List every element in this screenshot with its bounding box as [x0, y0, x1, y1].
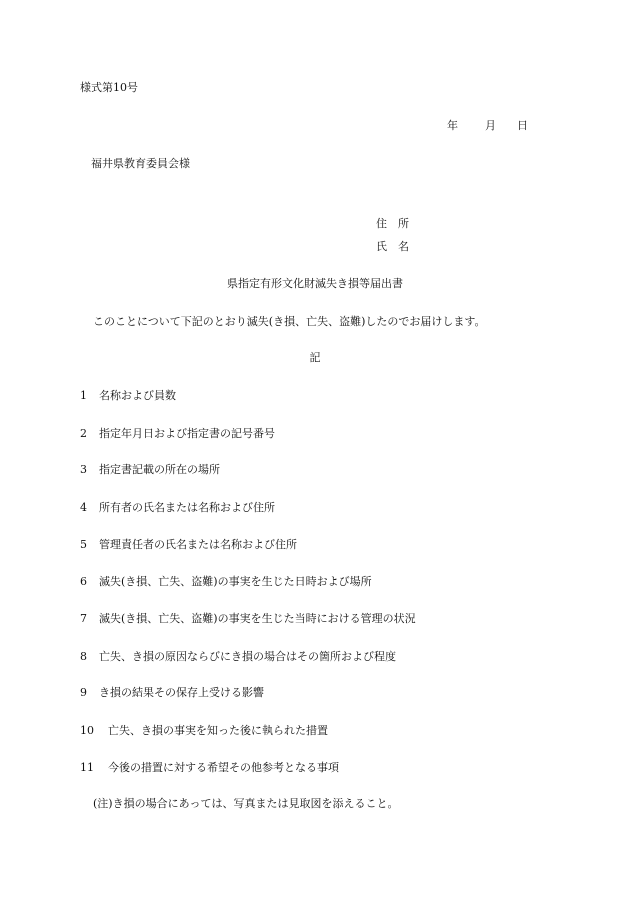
list-item — [80, 724, 328, 738]
item-number: 8 — [80, 650, 87, 663]
intro-paragraph: このことについて下記のとおり滅失(き損、亡失、盗難)したのでお届けします。 — [93, 315, 486, 328]
date-line — [447, 119, 528, 133]
item-text: 指定書記載の所在の場所 — [99, 463, 220, 476]
item-text: 管理責任者の氏名または名称および住所 — [99, 538, 297, 551]
date-year-label: 年 — [447, 119, 458, 132]
applicant-name-label: 氏 名 — [376, 240, 409, 253]
item-text: 今後の措置に対する希望その他参考となる事項 — [108, 761, 339, 774]
ki-heading: 記 — [309, 351, 321, 364]
item-number: 1 — [80, 389, 87, 402]
list-item — [80, 538, 297, 552]
date-month-label: 月 — [485, 119, 496, 132]
item-number: 3 — [80, 463, 87, 476]
item-text: 滅失(き損、亡失、盗難)の事実を生じた日時および場所 — [99, 575, 372, 588]
item-text: 名称および員数 — [99, 389, 176, 402]
item-number: 9 — [80, 686, 87, 699]
list-item — [80, 389, 176, 403]
form-number: 様式第10号 — [80, 81, 138, 94]
list-item — [80, 612, 416, 626]
item-number: 11 — [80, 761, 94, 774]
item-text: 指定年月日および指定書の記号番号 — [99, 427, 275, 440]
item-number: 10 — [80, 724, 94, 737]
list-item — [80, 463, 220, 477]
applicant-address-label: 住 所 — [376, 217, 409, 230]
item-number: 7 — [80, 612, 87, 625]
list-item — [80, 427, 275, 441]
item-number: 2 — [80, 427, 87, 440]
addressee: 福井県教育委員会様 — [91, 157, 190, 170]
item-text: 滅失(き損、亡失、盗難)の事実を生じた当時における管理の状況 — [99, 612, 416, 625]
item-number: 5 — [80, 538, 87, 551]
note: (注)き損の場合にあっては、写真または見取図を添えること。 — [93, 797, 399, 810]
list-item — [80, 761, 339, 775]
item-number: 4 — [80, 501, 87, 514]
list-item — [80, 650, 396, 664]
list-item — [80, 686, 264, 700]
list-item — [80, 575, 372, 589]
item-number: 6 — [80, 575, 87, 588]
document-title: 県指定有形文化財滅失き損等届出書 — [227, 277, 403, 290]
list-item — [80, 501, 275, 515]
item-text: 亡失、き損の原因ならびにき損の場合はその箇所および程度 — [99, 650, 396, 663]
item-text: 所有者の氏名または名称および住所 — [99, 501, 275, 514]
date-day-label: 日 — [517, 119, 528, 132]
item-text: 亡失、き損の事実を知った後に執られた措置 — [108, 724, 328, 737]
item-text: き損の結果その保存上受ける影響 — [99, 686, 264, 699]
